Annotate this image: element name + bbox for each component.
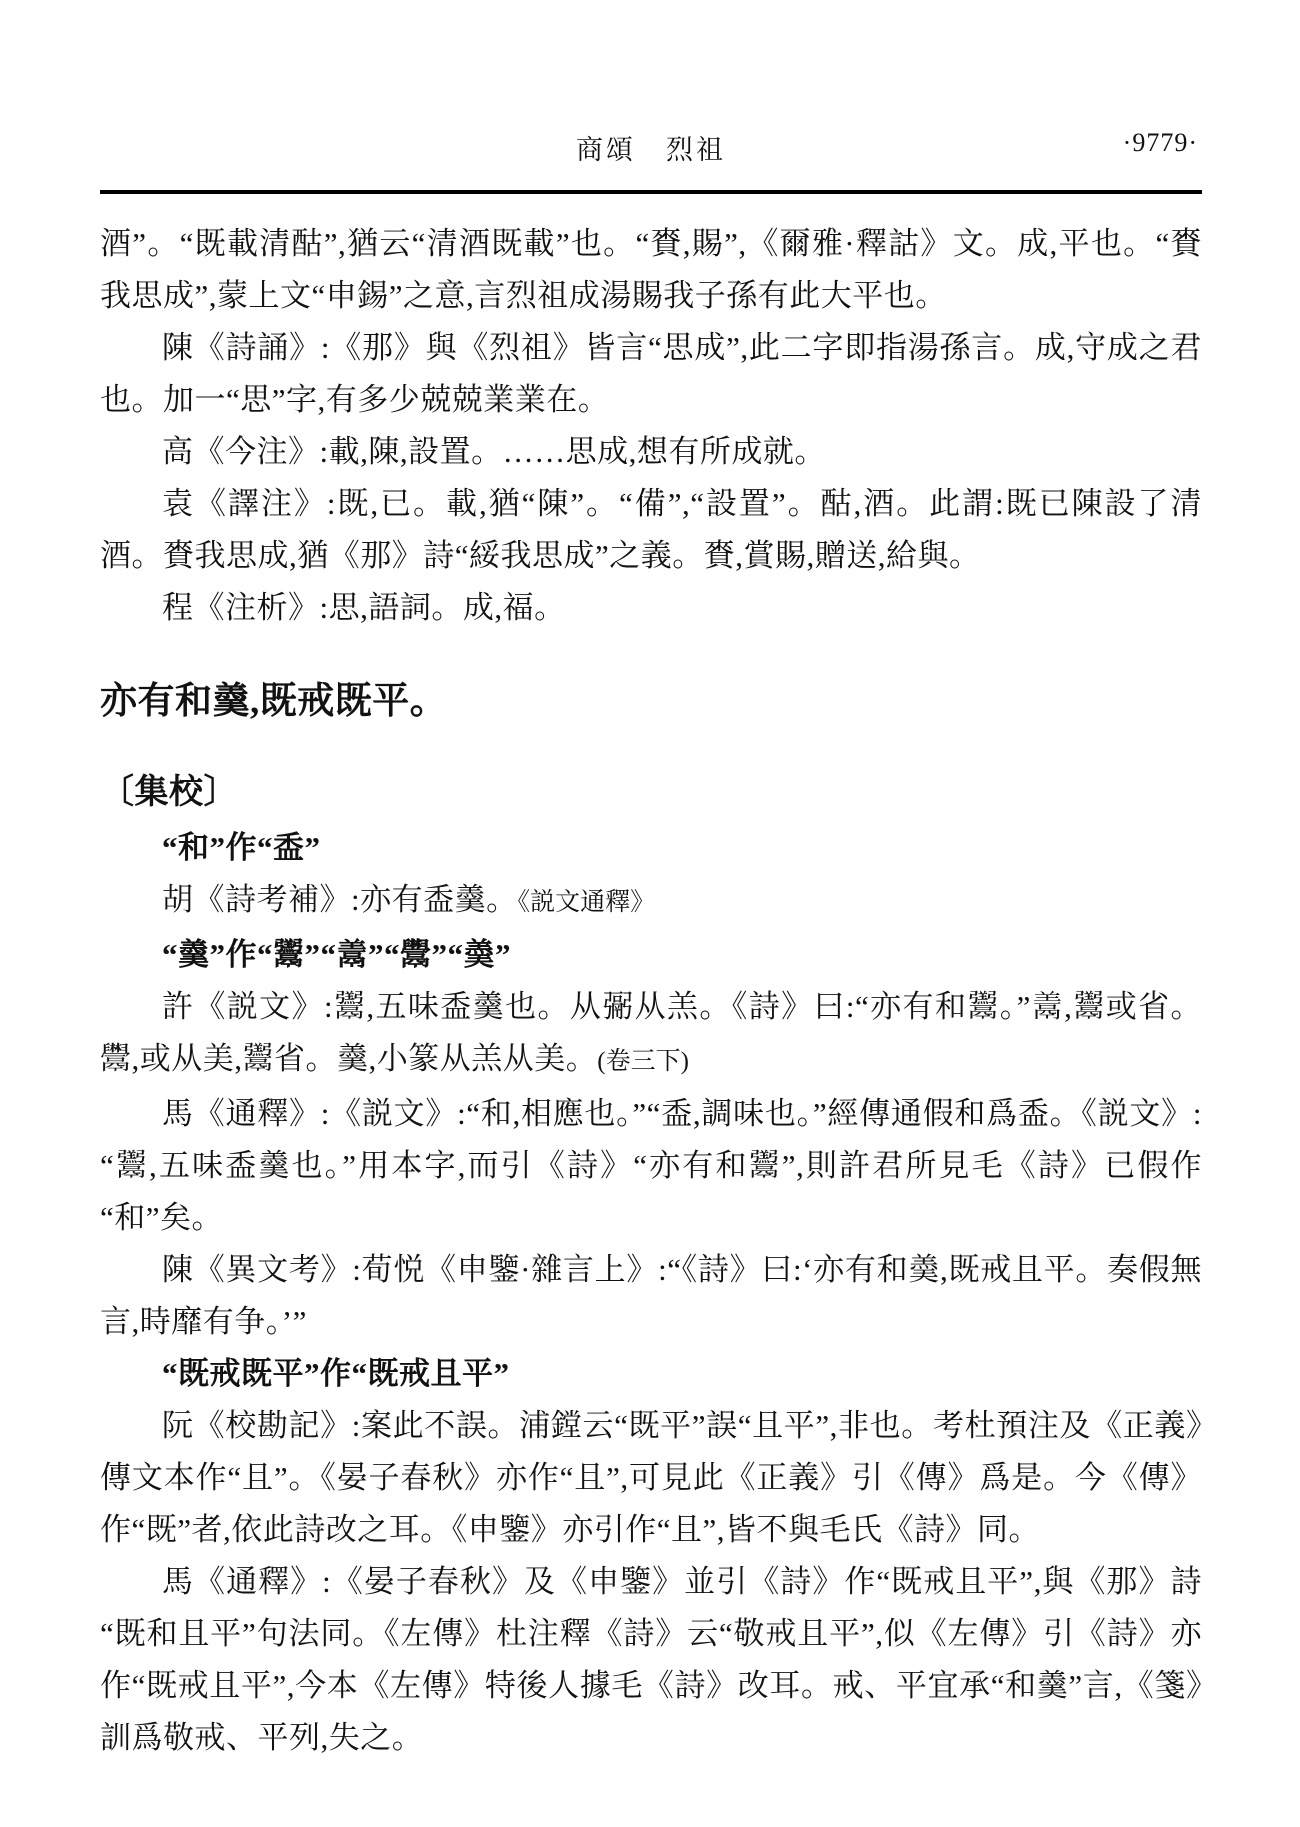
- para-yuan-yizhu: [100, 478, 1202, 582]
- page-header: [100, 128, 1202, 194]
- running-title: 商頌 烈祖: [576, 135, 726, 165]
- para-chen-yiwenkao: [100, 1244, 1202, 1348]
- verse-heading: [100, 674, 1202, 730]
- text-run: “和”作“盉”: [162, 830, 321, 865]
- text-run: “羹”作“𩱧”“𩰱”“𩱬”“羮”: [162, 937, 511, 972]
- para-continuation: [100, 218, 1202, 322]
- para-cheng-zhuxi: [100, 582, 1202, 634]
- para-hu-shikaobu: [100, 874, 1202, 929]
- text-run: 胡《詩考補》:亦有盉羹。: [162, 882, 518, 917]
- text-run: 馬《通釋》:《晏子春秋》及《申鑒》並引《詩》作“既戒且平”,與《那》詩“既和且平”句法同。《左傳》杜注釋《詩》云“敬戒且平”,似《左傳》引《詩》亦作“既戒且平”,今本《左傳》特後人據毛《詩》改耳。戒、平宜承“和羹”言,《箋》訓爲敬戒、平列,失之。: [100, 1564, 1202, 1755]
- text-run: 〔集校〕: [100, 774, 238, 811]
- text-run: 馬《通釋》:《説文》:“和,相應也。”“盉,調味也。”經傳通假和爲盉。《説文》:“𩱧,五味盉羹也。”用本字,而引《詩》“亦有和𩱧”,則許君所見毛《詩》已假作“和”矣。: [100, 1096, 1202, 1235]
- text-run: 許《説文》:𩱧,五味盉羹也。从䰜从羔。《詩》曰:“亦有和𩱧。”𩰱,𩱧或省。𩱬,或从美,𩱧省。羹,小篆从羔从美。: [100, 989, 1202, 1076]
- text-run: 高《今注》:載,陳,設置。……思成,想有所成就。: [162, 434, 826, 469]
- text-run: 陳《詩誦》:《那》與《烈祖》皆言“思成”,此二字即指湯孫言。成,守成之君也。加一“思”字,有多少兢兢業業在。: [100, 330, 1202, 417]
- text-run: 阮《校勘記》:案此不誤。浦鏜云“既平”誤“且平”,非也。考杜預注及《正義》傳文本作“且”。《晏子春秋》亦作“且”,可見此《正義》引《傳》爲是。今《傳》作“既”者,依此詩改之耳。《申鑒》亦引作“且”,皆不與毛氏《詩》同。: [100, 1408, 1202, 1547]
- para-gao-jinzhu: [100, 426, 1202, 478]
- section-heading-jixiao: [100, 764, 1202, 822]
- lemma-he-zuo-he: [100, 822, 1202, 874]
- lemma-geng-variants: [100, 929, 1202, 981]
- para-chen-shisong: [100, 322, 1202, 426]
- text-run: “既戒既平”作“既戒且平”: [162, 1356, 510, 1391]
- para-ruan-jiaokanji: [100, 1400, 1202, 1556]
- header-rule: [100, 190, 1202, 194]
- para-xu-shuowen: [100, 981, 1202, 1088]
- text-run: 程《注析》:思,語詞。成,福。: [162, 590, 566, 625]
- text-run: 袁《譯注》:既,已。載,猶“陳”。“備”,“設置”。酤,酒。此謂:既已陳設了清酒。賚我思成,猶《那》詩“綏我思成”之義。賚,賞賜,贈送,給與。: [100, 486, 1202, 573]
- page-number: ·9779·: [1122, 128, 1198, 157]
- header-row: [100, 128, 1202, 166]
- text-run: 酒”。“既載清酤”,猶云“清酒既載”也。“賚,賜”,《爾雅·釋詁》文。成,平也。“賚我思成”,蒙上文“申錫”之意,言烈祖成湯賜我子孫有此大平也。: [100, 226, 1202, 313]
- text-run: 陳《異文考》:荀悦《申鑒·雜言上》:“《詩》曰:‘亦有和羮,既戒且平。奏假無言,時靡有争。’”: [100, 1252, 1202, 1339]
- lemma-jijie-jiping: [100, 1348, 1202, 1400]
- small-note-text: (卷三下): [597, 1048, 689, 1075]
- text-run: 亦有和羹,既戒既平。: [100, 681, 448, 722]
- para-ma-tongshi-1: [100, 1088, 1202, 1244]
- small-note-text: 《説文通釋》: [517, 889, 656, 916]
- page-body: [100, 218, 1202, 1764]
- para-ma-tongshi-2: [100, 1556, 1202, 1764]
